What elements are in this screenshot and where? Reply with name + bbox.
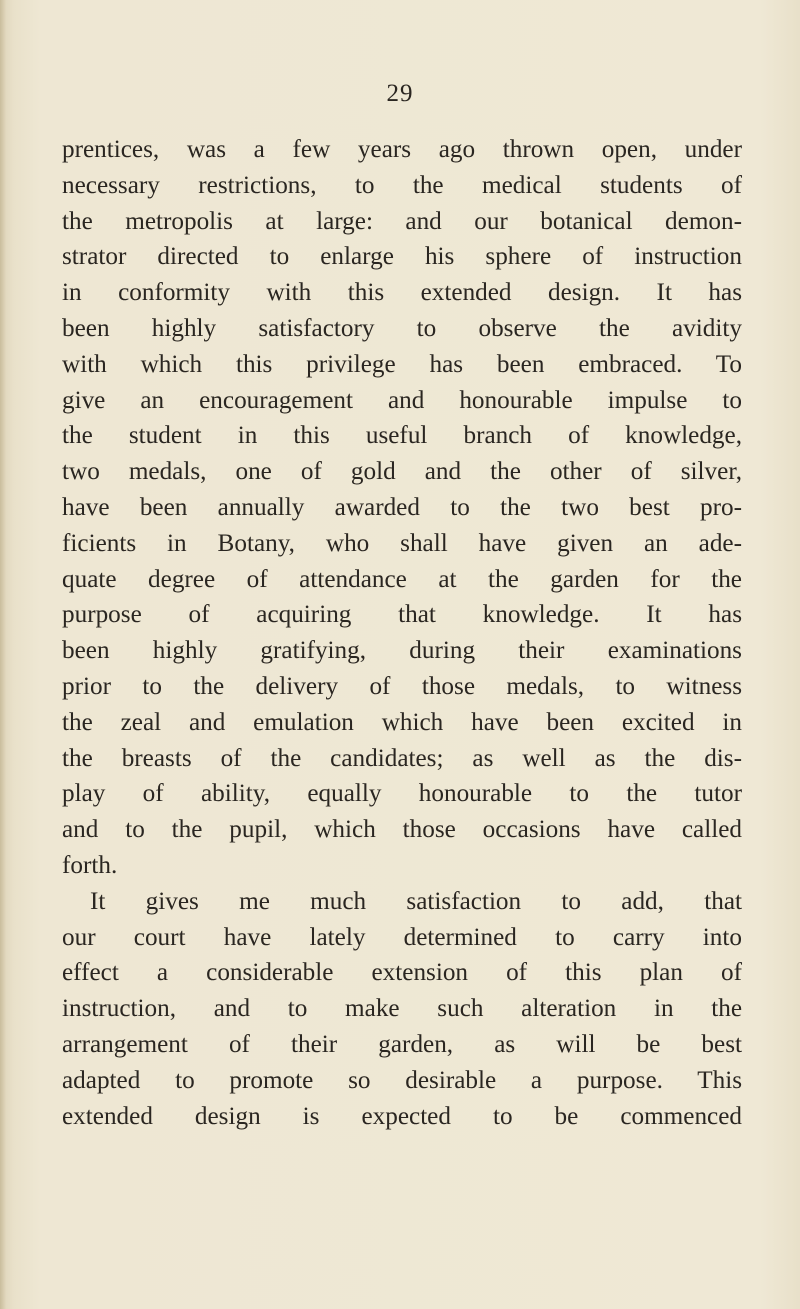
text-line: strator directed to enlarge his sphere of instruction [62, 243, 742, 271]
text-line: prior to the delivery of those medals, to witness [62, 672, 742, 700]
text-line: and to the pupil, which those occasions have called [62, 816, 742, 844]
text-line: the metropolis at large: and our botanical demon- [62, 207, 742, 235]
text-line: forth. [62, 851, 118, 879]
text-line: have been annually awarded to the two best pro- [62, 493, 742, 521]
text-line: prentices, was a few years ago thrown open, under [62, 136, 742, 163]
text-line: necessary restrictions, to the medical students of [62, 171, 742, 199]
text-line: the zeal and emulation which have been excited in [62, 708, 742, 736]
text-line: arrangement of their garden, as will be best [62, 1030, 742, 1058]
text-line: It gives me much satisfaction to add, that [90, 887, 742, 915]
text-line: our court have lately determined to carry into [62, 923, 742, 951]
text-line: the student in this useful branch of knowledge, [62, 422, 742, 450]
text-line: play of ability, equally honourable to the tutor [62, 780, 742, 808]
text-line: ficients in Botany, who shall have given an ade- [62, 529, 742, 557]
text-line: purpose of acquiring that knowledge. It has [62, 601, 742, 629]
text-line: been highly gratifying, during their examinations [62, 637, 742, 665]
text-line: been highly satisfactory to observe the avidity [62, 314, 742, 342]
text-line: quate degree of attendance at the garden for the [62, 565, 742, 593]
text-line: the breasts of the candidates; as well as the dis- [62, 744, 742, 772]
text-line: effect a considerable extension of this plan of [62, 959, 742, 987]
text-line: two medals, one of gold and the other of silver, [62, 458, 742, 486]
text-line: adapted to promote so desirable a purpose. This [62, 1066, 742, 1094]
body-text [62, 132, 742, 1134]
page-number: 29 [386, 80, 414, 107]
text-line: instruction, and to make such alteration in the [62, 995, 742, 1023]
text-line: extended design is expected to be commenced [62, 1102, 742, 1130]
text-line: give an encouragement and honourable impulse to [62, 386, 742, 414]
text-line: with which this privilege has been embraced. To [62, 350, 742, 378]
page-gutter [0, 0, 6, 1309]
text-line: in conformity with this extended design. It has [62, 279, 742, 307]
